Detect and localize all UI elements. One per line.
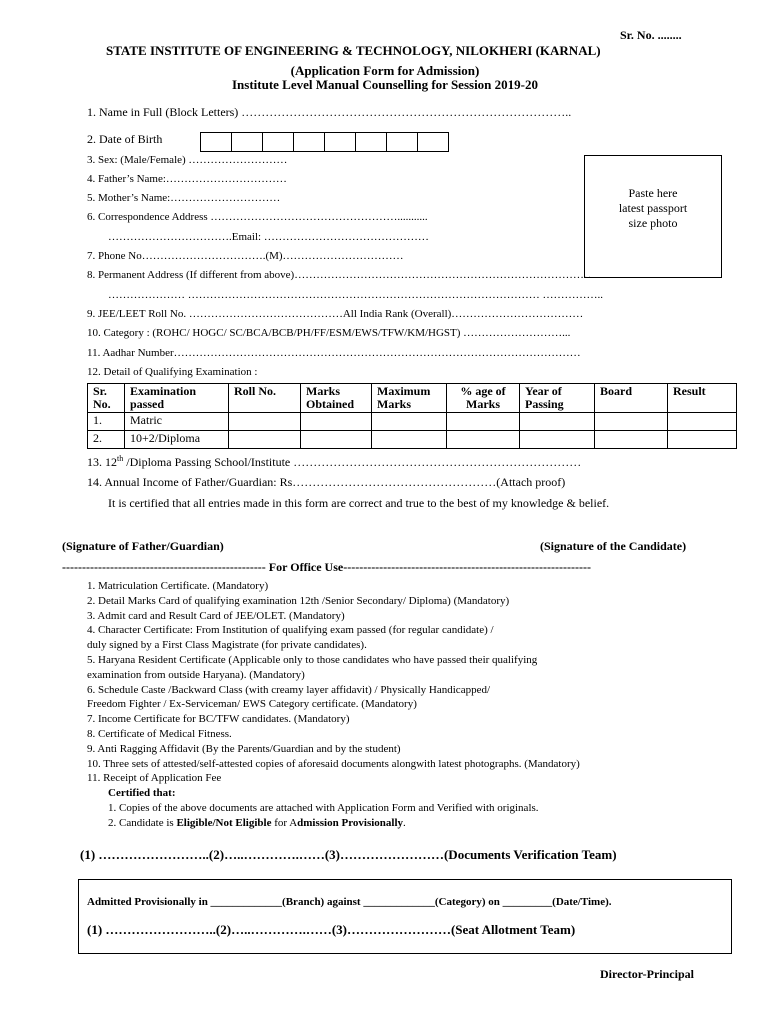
cell-input[interactable] bbox=[668, 413, 737, 431]
field-permanent-address-cont[interactable]: ………………… …………………………………………………………………………………… …………….. bbox=[108, 289, 603, 301]
th-sr: Sr. No. bbox=[88, 384, 125, 413]
certification-text: It is certified that all entries made in this form are correct and true to the best of my knowledge & belief. bbox=[108, 496, 610, 510]
certified-that-heading: Certified that: bbox=[108, 787, 176, 799]
admission-provisionally-text: dmission Provisionally bbox=[297, 817, 404, 829]
field-phone[interactable]: 7. Phone No…………………………….(M)…………………………… bbox=[87, 250, 404, 262]
cell-input[interactable] bbox=[520, 431, 595, 449]
qualifying-heading: 12. Detail of Qualifying Examination : bbox=[87, 366, 258, 378]
cell-input[interactable] bbox=[372, 413, 447, 431]
list-item: Freedom Fighter / Ex-Serviceman/ EWS Category certificate. (Mandatory) bbox=[87, 698, 417, 711]
th-percent: % age of Marks bbox=[447, 384, 520, 413]
cell-exam: Matric bbox=[125, 413, 229, 431]
th-result: Result bbox=[668, 384, 737, 413]
certified-item-1: 1. Copies of the above documents are attached with Application Form and Verified with originals. bbox=[108, 802, 539, 814]
cell-input[interactable] bbox=[447, 431, 520, 449]
cell-input[interactable] bbox=[447, 413, 520, 431]
field-mother[interactable]: 5. Mother’s Name:………………………… bbox=[87, 192, 281, 204]
field-name[interactable]: 1. Name in Full (Block Letters) ……………………………………………………………………….. bbox=[87, 105, 572, 119]
th-exam: Examination passed bbox=[125, 384, 229, 413]
field-dob-label: 2. Date of Birth bbox=[87, 132, 163, 146]
list-item: 9. Anti Ragging Affidavit (By the Parents/Guardian and by the student) bbox=[87, 742, 401, 755]
cell-input[interactable] bbox=[372, 431, 447, 449]
field-permanent-address[interactable]: 8. Permanent Address (If different from above)……………………………………………………………………… bbox=[87, 269, 592, 281]
cell-input[interactable] bbox=[520, 413, 595, 431]
cell-input[interactable] bbox=[668, 431, 737, 449]
institute-name: STATE INSTITUTE OF ENGINEERING & TECHNOLOGY, NILOKHERI (KARNAL) bbox=[106, 43, 601, 58]
certified-item-2 bbox=[108, 817, 406, 829]
field-aadhar[interactable]: 11. Aadhar Number………………………………………………………………………………………………… bbox=[87, 347, 581, 359]
list-item: 2. Detail Marks Card of qualifying examination 12th /Senior Secondary/ Diploma) (Mandatory) bbox=[87, 594, 510, 607]
office-use-divider: --------------------------------------------------- For Office Use-------------------------------------------------------------- bbox=[62, 560, 591, 574]
table-header-row bbox=[88, 384, 737, 413]
cert2-text-mid: for A bbox=[271, 817, 298, 829]
admitted-provisionally[interactable]: Admitted Provisionally in _____________(Branch) against _____________(Category) on _________(Date/Time). bbox=[87, 896, 612, 908]
school-label-rest: /Diploma Passing School/Institute ……………………………………………………………… bbox=[123, 455, 582, 469]
session-title: Institute Level Manual Counselling for Session 2019-20 bbox=[231, 77, 538, 92]
field-jee-roll[interactable]: 9. JEE/LEET Roll No. ……………………………………All India Rank (Overall)……………………………… bbox=[87, 308, 584, 320]
signature-candidate: (Signature of the Candidate) bbox=[540, 539, 687, 553]
field-income[interactable]: 14. Annual Income of Father/Guardian: Rs……………………………………………(Attach proof) bbox=[87, 475, 566, 489]
signature-guardian: (Signature of Father/Guardian) bbox=[62, 539, 224, 553]
cell-sr: 2. bbox=[88, 431, 125, 449]
cert2-end: . bbox=[403, 817, 406, 829]
director-principal: Director-Principal bbox=[600, 967, 694, 981]
serial-number: Sr. No. ........ bbox=[620, 28, 682, 42]
cell-input[interactable] bbox=[229, 413, 301, 431]
cert2-text: 2. Candidate is bbox=[108, 817, 177, 829]
seat-allotment-team: (1) ……………………..(2)…..………….……(3)……………………(Seat Allotment Team) bbox=[87, 922, 576, 937]
form-title: (Application Form for Admission) bbox=[290, 63, 480, 78]
school-label: 13. 12 bbox=[87, 455, 117, 469]
seat-allotment-box bbox=[78, 879, 732, 954]
field-correspondence[interactable]: 6. Correspondence Address ……………………………………………........... bbox=[87, 211, 428, 223]
th-marks: Marks Obtained bbox=[301, 384, 372, 413]
photo-text-3: size photo bbox=[628, 216, 678, 230]
documents-list bbox=[87, 579, 580, 786]
eligibility-text: Eligible/Not Eligible bbox=[176, 817, 272, 829]
list-item: 8. Certificate of Medical Fitness. bbox=[87, 727, 232, 740]
th-roll: Roll No. bbox=[229, 384, 301, 413]
list-item: 7. Income Certificate for BC/TFW candidates. (Mandatory) bbox=[87, 713, 350, 726]
documents-verification-team: (1) ……………………..(2)…..………….……(3)……………………(Documents Verification Team) bbox=[80, 847, 617, 862]
list-item: 6. Schedule Caste /Backward Class (with creamy layer affidavit) / Physically Handicapped/ bbox=[87, 683, 491, 696]
list-item: 10. Three sets of attested/self-attested copies of aforesaid documents alongwith latest photographs. (Mandatory) bbox=[87, 757, 580, 770]
field-school[interactable] bbox=[87, 455, 581, 470]
list-item: duly signed by a First Class Magistrate (for private candidates). bbox=[87, 639, 367, 652]
th-year: Year of Passing bbox=[520, 384, 595, 413]
field-father[interactable]: 4. Father’s Name:…………………………… bbox=[87, 173, 287, 185]
list-item: examination from outside Haryana). (Mandatory) bbox=[87, 668, 305, 681]
list-item: 5. Haryana Resident Certificate (Applicable only to those candidates who have passed their qualifying bbox=[87, 653, 538, 666]
cell-input[interactable] bbox=[301, 431, 372, 449]
qualifying-table bbox=[87, 383, 737, 449]
photo-box bbox=[584, 155, 722, 278]
field-email[interactable]: …………………………….Email: ……………………………………… bbox=[108, 231, 429, 243]
photo-text-2: latest passport bbox=[618, 201, 688, 215]
list-item: 1. Matriculation Certificate. (Mandatory) bbox=[87, 580, 269, 592]
list-item: 11. Receipt of Application Fee bbox=[87, 772, 222, 785]
cell-exam: 10+2/Diploma bbox=[125, 431, 229, 449]
list-item: 4. Character Certificate: From Institution of qualifying exam passed (for regular candidate) / bbox=[87, 624, 494, 637]
photo-text-1: Paste here bbox=[628, 186, 678, 200]
field-sex[interactable]: 3. Sex: (Male/Female) ……………………… bbox=[87, 154, 288, 166]
th-max: Maximum Marks bbox=[372, 384, 447, 413]
dob-boxes[interactable] bbox=[201, 132, 449, 152]
field-category[interactable]: 10. Category : (ROHC/ HOGC/ SC/BCA/BCB/PH/FF/ESM/EWS/TFW/KM/HGST) ………………………... bbox=[87, 327, 571, 339]
cell-input[interactable] bbox=[595, 413, 668, 431]
cell-sr: 1. bbox=[88, 413, 125, 431]
cell-input[interactable] bbox=[301, 413, 372, 431]
school-sup: th bbox=[117, 454, 124, 463]
cell-input[interactable] bbox=[595, 431, 668, 449]
th-board: Board bbox=[595, 384, 668, 413]
table-row bbox=[88, 431, 737, 449]
list-item: 3. Admit card and Result Card of JEE/OLET. (Mandatory) bbox=[87, 609, 345, 622]
table-row bbox=[88, 413, 737, 431]
cell-input[interactable] bbox=[229, 431, 301, 449]
